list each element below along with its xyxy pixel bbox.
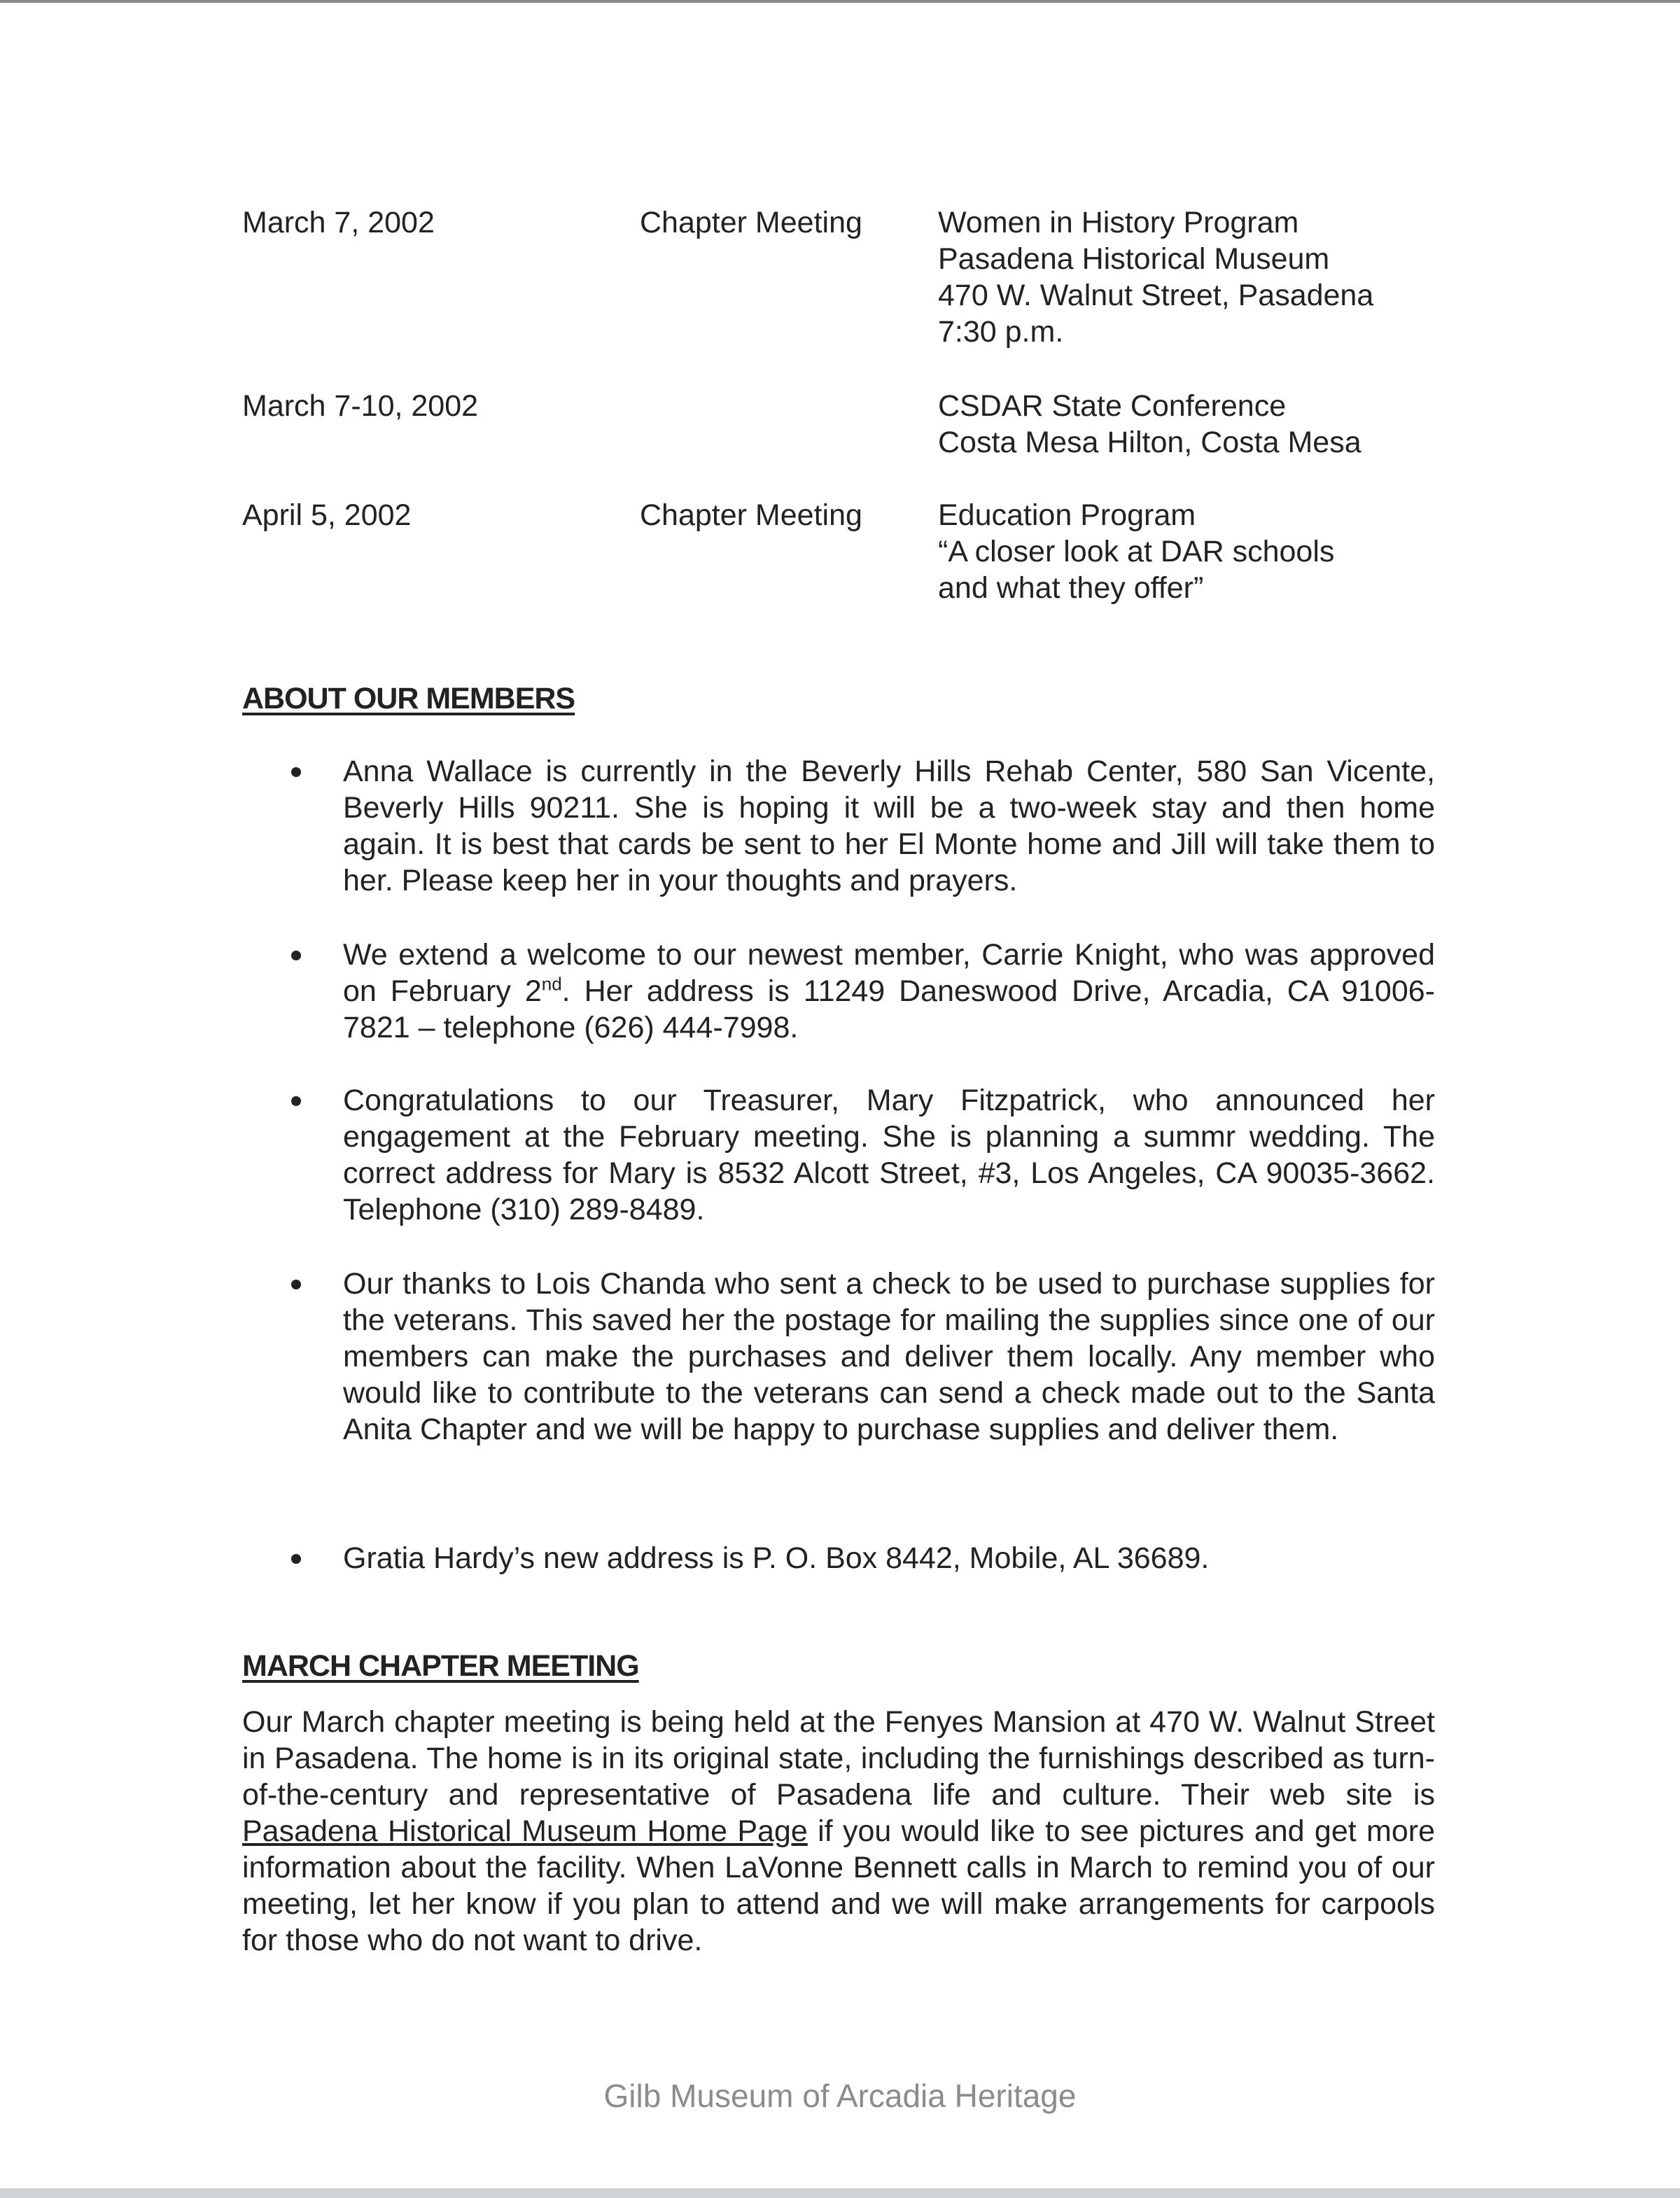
bullet-icon [291, 951, 301, 960]
detail-line: CSDAR State Conference [938, 389, 1287, 423]
bullet-icon [291, 1280, 301, 1289]
detail-line: Education Program [938, 498, 1196, 532]
museum-home-page-link[interactable]: Pasadena Historical Museum Home Page [242, 1814, 808, 1848]
scan-bottom-edge [0, 2188, 1680, 2198]
bullet-icon [291, 1554, 301, 1564]
list-item [291, 1082, 1435, 1228]
section-heading-members: ABOUT OUR MEMBERS [242, 682, 575, 715]
section-heading-march-meeting: MARCH CHAPTER MEETING [242, 1649, 639, 1683]
detail-line: 470 W. Walnut Street, Pasadena [938, 279, 1374, 312]
footer-credit: Gilb Museum of Arcadia Heritage [603, 2078, 1077, 2114]
superscript: nd [541, 973, 562, 995]
detail-line: and what they offer” [938, 571, 1204, 605]
bullet-icon [291, 767, 301, 777]
event-details [938, 497, 1334, 606]
list-item-text [343, 937, 1435, 1046]
event-date: March 7-10, 2002 [242, 389, 479, 423]
list-item [291, 753, 1435, 899]
list-item-text: Congratulations to our Treasurer, Mary Fitzpatrick, who announced her engagement at the February meeting. She is planning a summr wedding. The correct address for Mary is 8532 Alcott Street, #3, Los Angeles, CA 90035-3662. Telephone (310) 289-8489. [343, 1084, 1435, 1226]
text: Our March chapter meeting is being held at the Fenyes Mansion at 470 W. Walnut Street in Pasadena. The home is in its original state, including the furnishings described as turn-of-the-century and representative of Pasadena life and culture. Their web site is [242, 1705, 1435, 1812]
detail-line: 7:30 p.m. [938, 315, 1064, 349]
list-item-text: Our thanks to Lois Chanda who sent a check to be used to purchase supplies for the veterans. This saved her the postage for mailing the supplies since one of our members can make the purchases and deliver them locally. Any member who would like to contribute to the veterans can send a check made out to the Santa Anita Chapter and we will be happy to purchase supplies and deliver them. [343, 1267, 1435, 1446]
event-date: March 7, 2002 [242, 206, 435, 239]
event-type: Chapter Meeting [640, 206, 862, 239]
event-type: Chapter Meeting [640, 498, 862, 532]
event-date: April 5, 2002 [242, 498, 412, 532]
detail-line: Costa Mesa Hilton, Costa Mesa [938, 426, 1362, 459]
list-item [291, 1540, 1435, 1576]
event-details [938, 388, 1362, 461]
text: if you would like to see pictures and get more information about the facility. When LaVonne Bennett calls in March to remind you of our meeting, let her know if you plan to attend and we will make arrangements for carpools for those who do not want to drive. [242, 1814, 1435, 1957]
text: We extend a welcome to our newest member, Carrie Knight, who was approved on February 2 [343, 938, 1435, 1008]
detail-line: “A closer look at DAR schools [938, 535, 1335, 568]
list-item-text: Gratia Hardy’s new address is P. O. Box 8442, Mobile, AL 36689. [343, 1541, 1210, 1575]
detail-line: Pasadena Historical Museum [938, 242, 1330, 276]
list-item-text: Anna Wallace is currently in the Beverly Hills Rehab Center, 580 San Vicente, Beverly Hills 90211. She is hoping it will be a two-week stay and then home again. It is best that cards be sent to her El Monte home and Jill will take them to her. Please keep her in your thoughts and prayers. [343, 755, 1435, 897]
list-item [291, 1266, 1435, 1448]
bullet-icon [291, 1096, 301, 1106]
event-details [938, 204, 1373, 350]
text: . Her address is 11249 Daneswood Drive, Arcadia, CA 91006-7821 – telephone (626) 444-7998. [343, 974, 1435, 1044]
detail-line: Women in History Program [938, 206, 1299, 239]
list-item [291, 937, 1435, 1046]
scan-top-edge [0, 0, 1680, 3]
march-meeting-paragraph [242, 1704, 1435, 1959]
